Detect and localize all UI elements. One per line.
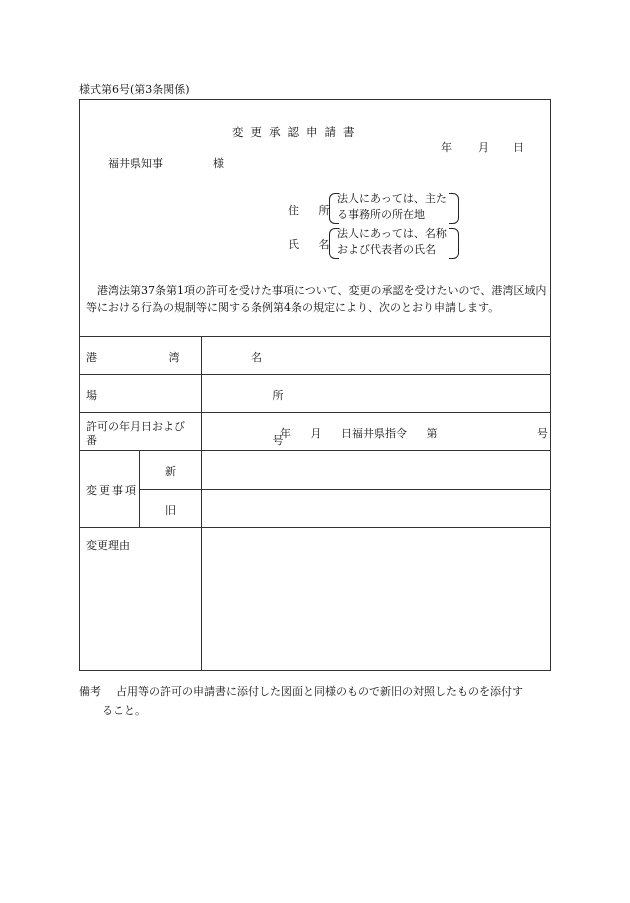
table-top-rule [79,336,551,337]
change-items-label: 変更事項 [86,484,138,497]
address-label: 住 所 [288,204,338,217]
location-label: 場 所 [86,389,370,402]
permit-value: 年 月 日福井県指令 第 [280,427,438,440]
date-month: 月 [478,141,489,154]
address-note-2: る事務所の所在地 [337,208,425,221]
table-subcol-divider [139,450,140,527]
address-paren-right [449,193,459,224]
old-label: 旧 [165,504,176,517]
table-rule-2 [79,412,551,413]
reason-label: 変更理由 [86,539,130,552]
table-rule-5 [79,527,551,528]
port-name-label: 港 湾 名 [86,351,296,364]
form-id-label: 様式第6号(第3条関係) [79,83,190,96]
addressee-honorific: 様 [213,157,224,170]
permit-label-line2: 番 号 [86,434,370,447]
addressee-name: 福井県知事 [108,157,163,170]
form-title: 変更承認申請書 [232,125,362,139]
permit-value-suffix: 号 [537,427,548,440]
remark-text-line1: 占用等の許可の申請書に添付した図面と同様のもので新旧の対照したものを添付す [116,685,523,698]
name-note-2: および代表者の氏名 [337,243,436,256]
name-paren-right [449,228,459,259]
name-label: 氏 名 [288,238,338,251]
table-rule-3 [79,450,551,451]
new-label: 新 [165,465,176,478]
date-year: 年 [441,141,452,154]
application-statement: 港湾法第37条第1項の許可を受けた事項について、変更の承認を受けたいので、港湾区域内等における行為の規制等に関する条例第4条の規定により、次のとおり申請します。 [86,284,547,314]
form-box [79,99,551,671]
permit-label-line1: 許可の年月日および [86,420,185,433]
remark-head: 備考 [79,685,101,698]
table-rule-1 [79,374,551,375]
name-note-1: 法人にあっては、名称 [337,227,447,240]
address-note-1: 法人にあっては、主た [337,192,447,205]
remark-text-line2: ること。 [102,704,146,717]
date-day: 日 [513,141,524,154]
